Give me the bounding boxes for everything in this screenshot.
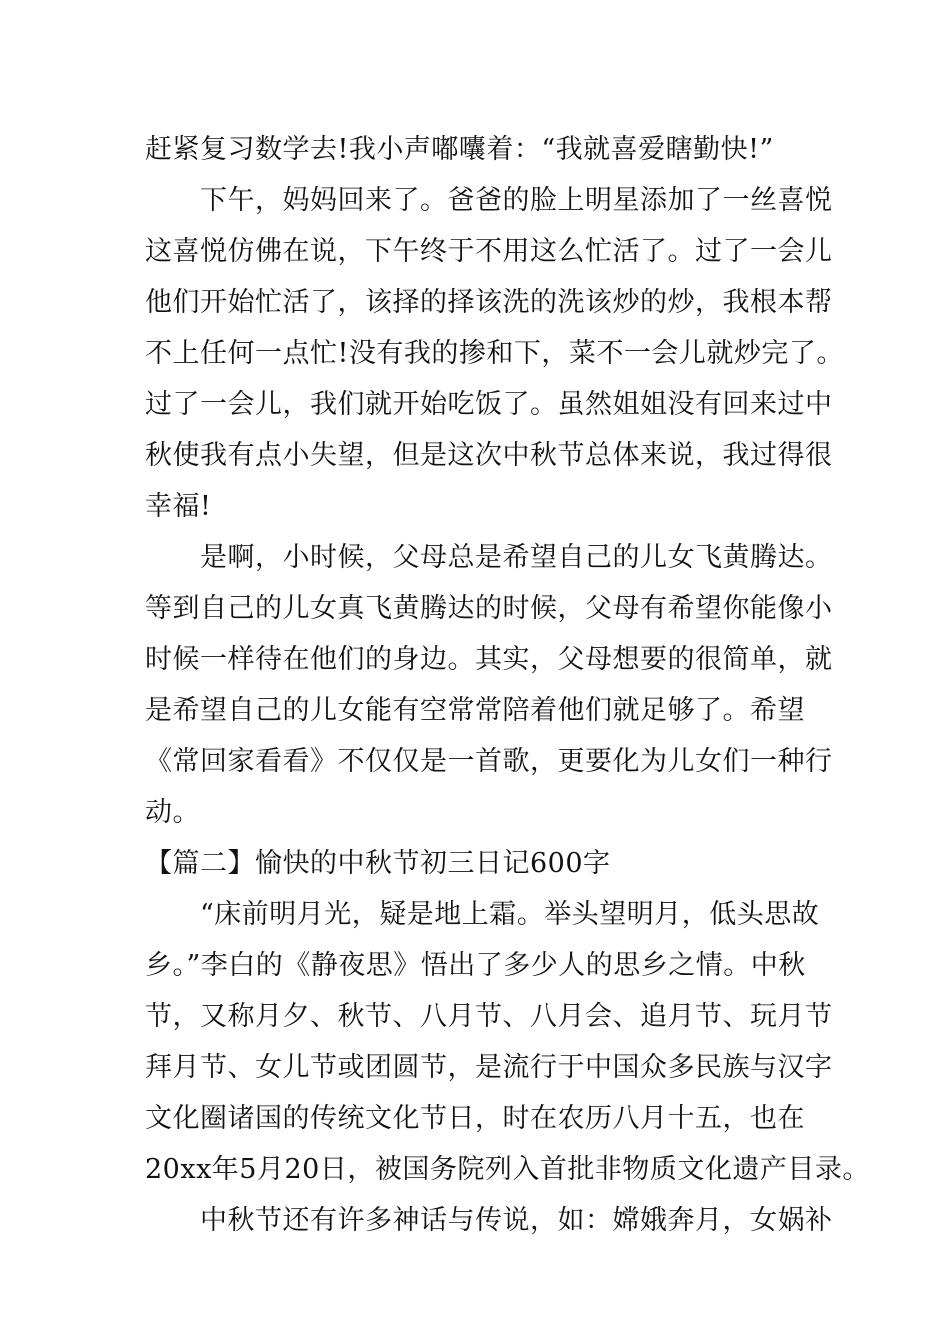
text-line: 动。 xyxy=(145,797,200,828)
text-line: 赶紧复习数学去!我小声嘟囔着：“我就喜爱瞎勤快!” xyxy=(145,134,774,165)
text-line: 等到自己的儿女真飞黄腾达的时候，父母有希望你能像小 xyxy=(145,593,833,624)
text-line: 过了一会儿，我们就开始吃饭了。虽然姐姐没有回来过中 xyxy=(145,389,833,420)
text-line: 不上任何一点忙!没有我的掺和下，菜不一会儿就炒完了。 xyxy=(145,338,844,369)
text-line: 《常回家看看》不仅仅是一首歌，更要化为儿女们一种行 xyxy=(145,746,833,777)
text-line: 时候一样待在他们的身边。其实，父母想要的很简单，就 xyxy=(145,644,833,675)
text-line: 节，又称月夕、秋节、八月节、八月会、追月节、玩月节 xyxy=(145,1001,833,1032)
text-line: 幸福! xyxy=(145,491,212,522)
text-line: 20xx年5月20日，被国务院列入首批非物质文化遗产目录。 xyxy=(145,1154,870,1185)
text-line: 秋使我有点小失望，但是这次中秋节总体来说，我过得很 xyxy=(145,440,833,471)
paragraph-start-line: 中秋节还有许多神话与传说，如：嫦娥奔月，女娲补 xyxy=(200,1205,833,1236)
paragraph-start-line: 是啊，小时候，父母总是希望自己的儿女飞黄腾达。 xyxy=(200,542,833,573)
text-line: 是希望自己的儿女能有空常常陪着他们就足够了。希望 xyxy=(145,695,805,726)
paragraph-start-line: “床前明月光，疑是地上霜。举头望明月，低头思故 xyxy=(200,899,820,930)
text-line: 乡。”李白的《静夜思》悟出了多少人的思乡之情。中秋 xyxy=(145,950,806,981)
text-line: 文化圈诸国的传统文化节日，时在农历八月十五，也在 xyxy=(145,1103,805,1134)
text-line: 拜月节、女儿节或团圆节，是流行于中国众多民族与汉字 xyxy=(145,1052,833,1083)
text-line: 这喜悦仿佛在说，下午终于不用这么忙活了。过了一会儿 xyxy=(145,236,833,267)
text-line: 他们开始忙活了，该择的择该洗的洗该炒的炒，我根本帮 xyxy=(145,287,833,318)
section-heading: 【篇二】愉快的中秋节初三日记600字 xyxy=(145,848,611,879)
paragraph-start-line: 下午，妈妈回来了。爸爸的脸上明星添加了一丝喜悦 xyxy=(200,185,833,216)
